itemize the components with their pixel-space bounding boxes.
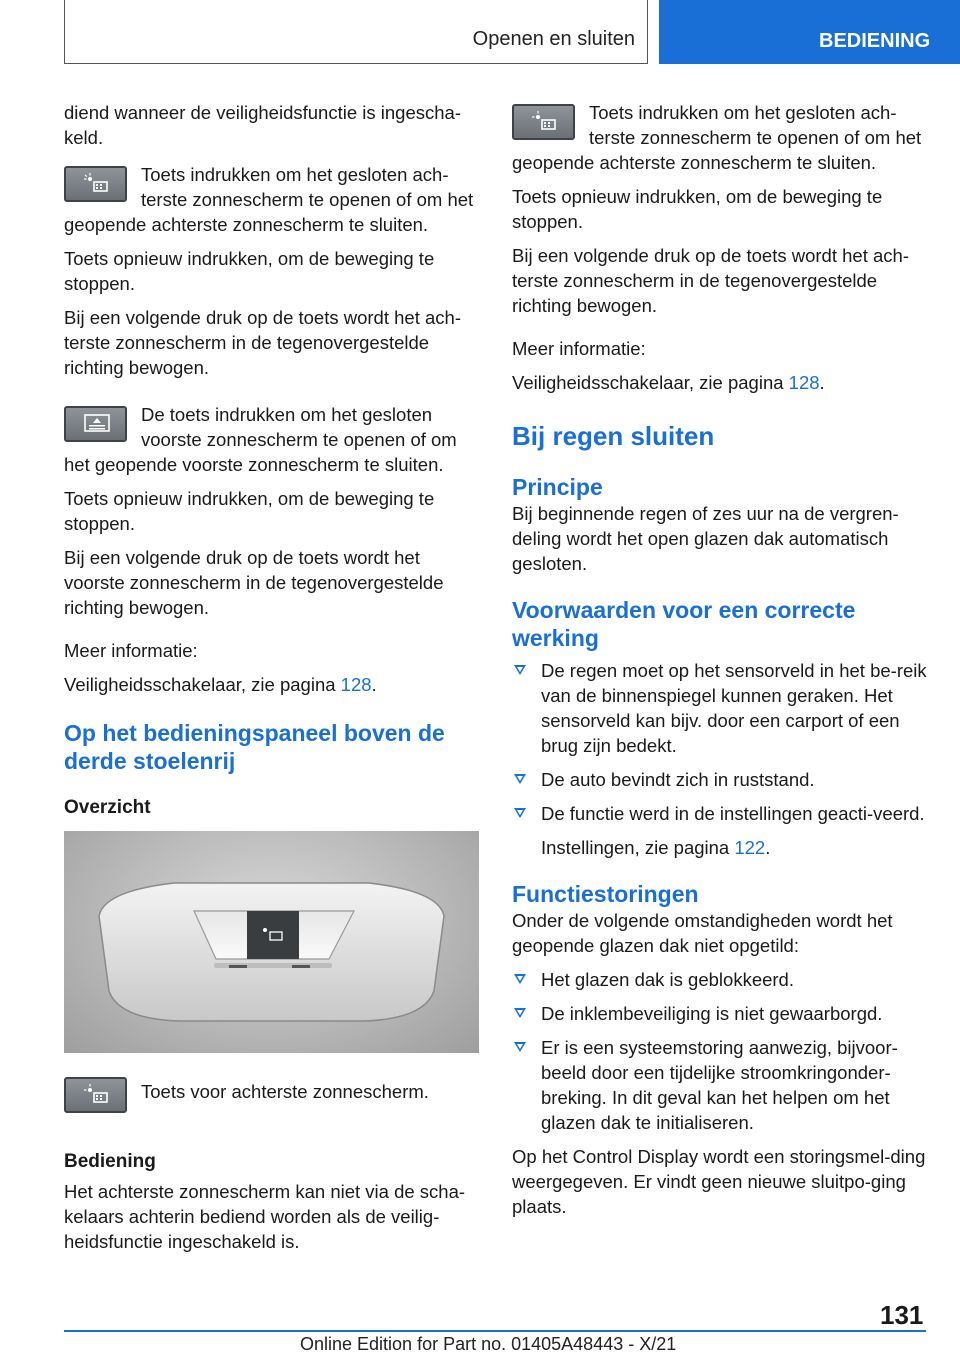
paragraph: Toets opnieuw indrukken, om de beweging te stoppen. xyxy=(512,186,883,232)
settings-reference: Instellingen, zie pagina 122. xyxy=(541,837,771,858)
instruction-text: De toets indrukken om het gesloten voorste zonnescherm te openen of om het geopende voorste zonnescherm te sluiten. xyxy=(64,404,457,475)
list-item: De auto bevindt zich in ruststand. xyxy=(512,767,930,792)
more-info-label: Meer informatie: xyxy=(64,640,198,661)
paragraph: Op het Control Display wordt een storingsmel-ding weergegeven. Er vindt geen nieuwe sluitpo-ging plaats. xyxy=(512,1146,926,1217)
edition-footer: Online Edition for Part no. 01405A48443 - X/21 xyxy=(300,1334,677,1354)
reference-line: Veiligheidsschakelaar, zie pagina 128. xyxy=(512,372,825,393)
paragraph: Bij een volgende druk op de toets wordt het voorste zonnescherm in de tegenovergestelde richting bewogen. xyxy=(64,547,444,618)
instruction-text: Toets indrukken om het gesloten ach-terste zonnescherm te openen of om het geopende achterste zonnescherm te sluiten. xyxy=(512,102,922,173)
reference-line: Veiligheidsschakelaar, zie pagina 128. xyxy=(64,674,377,695)
front-sunshade-button-icon xyxy=(64,406,127,442)
more-info-label: Meer informatie: xyxy=(512,338,646,359)
page-link[interactable]: 128 xyxy=(340,674,372,695)
list-item: De regen moet op het sensorveld in het be-reik van de binnenspiegel kunnen geraken. Het sensorveld kan bijv. door een carport of een brug zijn bedekt. xyxy=(512,658,930,758)
overhead-panel-photo xyxy=(64,831,479,1053)
paragraph: Bij een volgende druk op de toets wordt het ach-terste zonnescherm in de tegenovergestelde richting bewogen. xyxy=(512,245,909,316)
page-number: 131 xyxy=(880,1300,924,1330)
faults-list xyxy=(512,967,930,1135)
right-column xyxy=(512,100,930,1228)
subheading-faults: Functiestoringen xyxy=(512,881,699,907)
list-item: De inklembeveiliging is niet gewaarborgd. xyxy=(512,1001,930,1026)
subheading-conditions: Voorwaarden voor een correcte werking xyxy=(512,597,856,651)
list-item: De functie werd in de instellingen geacti-veerd. xyxy=(512,801,930,826)
subheading-operation: Bediening xyxy=(64,1151,156,1172)
section-title: Openen en sluiten xyxy=(472,28,635,50)
rear-sunshade-button-icon xyxy=(64,1077,127,1113)
paragraph: Toets opnieuw indrukken, om de beweging te stoppen. xyxy=(64,248,435,294)
paragraph: Het achterste zonnescherm kan niet via de scha-kelaars achterin bediend worden als de veilig-heidsfunctie ingeschakeld is. xyxy=(64,1181,466,1252)
list-item: Het glazen dak is geblokkeerd. xyxy=(512,967,930,992)
conditions-list xyxy=(512,658,930,826)
header-section-box xyxy=(64,0,648,64)
legend-text: Toets voor achterste zonnescherm. xyxy=(141,1081,429,1102)
paragraph: Toets opnieuw indrukken, om de beweging te stoppen. xyxy=(64,488,435,534)
paragraph: Bij beginnende regen of zes uur na de vergren-deling wordt het open glazen dak automatisch gesloten. xyxy=(512,503,899,574)
subheading-overview: Overzicht xyxy=(64,797,151,818)
continued-paragraph: diend wanneer de veiligheidsfunctie is ingescha-keld. xyxy=(64,102,461,148)
front-sunshade-instruction xyxy=(64,402,479,477)
footer-divider xyxy=(64,1330,926,1332)
left-column xyxy=(64,100,479,1263)
paragraph: Onder de volgende omstandigheden wordt het geopende glazen dak niet opgetild: xyxy=(512,910,893,956)
section-heading: Bij regen sluiten xyxy=(512,421,715,451)
rear-sunshade-button-icon xyxy=(512,104,575,140)
rear-sunshade-key-legend xyxy=(64,1073,479,1104)
page-link[interactable]: 128 xyxy=(788,372,820,393)
subheading-principle: Principe xyxy=(512,474,603,500)
rear-sunshade-button-icon xyxy=(64,166,127,202)
chapter-tab[interactable]: BEDIENING xyxy=(659,0,960,64)
instruction-text: Toets indrukken om het gesloten ach-terste zonnescherm te openen of om het geopende achterste zonnescherm te sluiten. xyxy=(64,164,474,235)
section-heading: Op het bedieningspaneel boven de derde stoelenrij xyxy=(64,720,445,774)
rear-sunshade-instruction xyxy=(64,162,479,237)
rear-sunshade-instruction xyxy=(512,100,930,175)
page-link[interactable]: 122 xyxy=(734,837,766,858)
list-item: Er is een systeemstoring aanwezig, bijvoor-beeld door een tijdelijke stroomkringonder-breking. In dit geval kan het helpen om het glazen dak te initialiseren. xyxy=(512,1035,930,1135)
paragraph: Bij een volgende druk op de toets wordt het ach-terste zonnescherm in de tegenovergestelde richting bewogen. xyxy=(64,307,461,378)
